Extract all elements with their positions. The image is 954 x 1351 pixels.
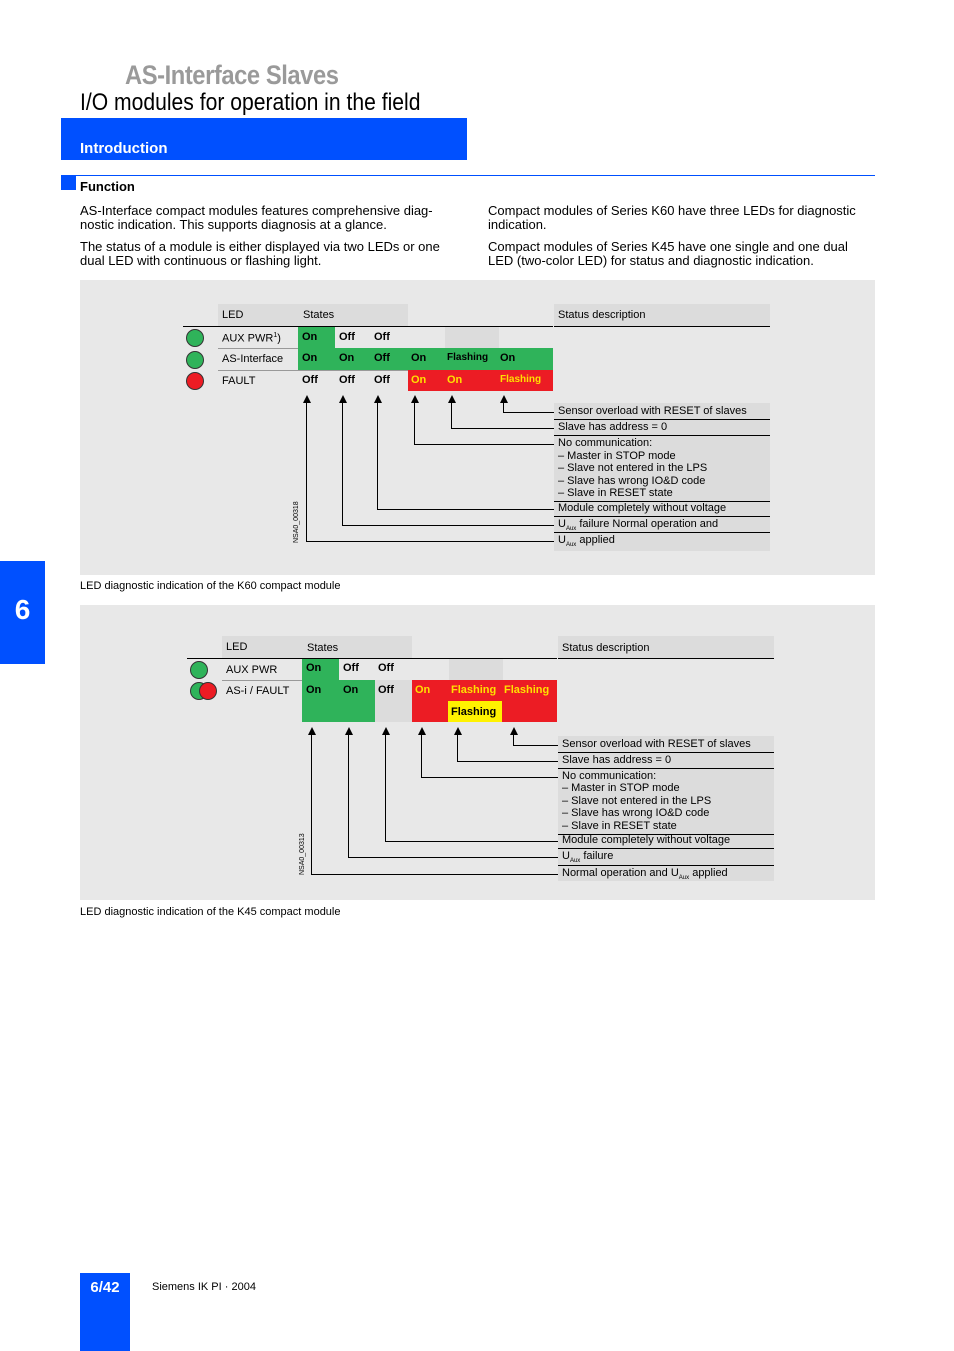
k45-desc-header: Status description bbox=[562, 642, 650, 654]
desc-rule bbox=[558, 752, 774, 753]
status-description: Module completely without voltage bbox=[562, 834, 731, 846]
document-title: AS-Interface Slaves bbox=[125, 60, 339, 90]
state-text: Off bbox=[339, 331, 355, 343]
figure-caption: LED diagnostic indication of the K60 compact module bbox=[80, 580, 341, 592]
page-number: 6/42 bbox=[90, 1279, 120, 1296]
heading-marker bbox=[61, 175, 76, 190]
k45-row-label: AUX PWR bbox=[226, 664, 278, 676]
leader-line bbox=[311, 734, 312, 875]
status-description-item: – Slave has wrong IO&D code bbox=[558, 475, 706, 487]
leader-line bbox=[306, 541, 554, 542]
state-text: On bbox=[415, 684, 431, 696]
leader-line bbox=[414, 402, 415, 445]
desc-rule bbox=[558, 865, 774, 866]
k45-desc-rule bbox=[558, 658, 774, 659]
leader-line bbox=[311, 874, 558, 875]
state-text: On bbox=[343, 684, 359, 696]
status-description-item: – Slave has wrong IO&D code bbox=[562, 807, 710, 819]
section-title: Introduction bbox=[80, 140, 168, 157]
leader-line bbox=[503, 412, 554, 413]
status-description: Module completely without voltage bbox=[558, 502, 727, 514]
leader-line bbox=[377, 402, 378, 510]
leader-line bbox=[451, 402, 452, 429]
arrow-up-icon bbox=[303, 395, 311, 403]
k60-desc-header: Status description bbox=[558, 309, 646, 321]
leader-line bbox=[306, 402, 307, 542]
state-text: Off bbox=[339, 374, 355, 386]
function-paragraph: Compact modules of Series K60 have three LEDs for diagnostic indication. bbox=[488, 203, 856, 232]
leader-line bbox=[348, 734, 349, 858]
state-text: On bbox=[306, 662, 322, 674]
state-text: Off bbox=[378, 662, 394, 674]
status-description: Sensor overload with RESET of slaves bbox=[562, 738, 751, 750]
leader-line bbox=[342, 402, 343, 526]
state-text: Off bbox=[378, 684, 394, 696]
leader-line bbox=[342, 525, 554, 526]
arrow-up-icon bbox=[500, 395, 508, 403]
desc-rule bbox=[558, 848, 774, 849]
status-description-item: – Slave not entered in the LPS bbox=[558, 462, 708, 474]
status-description: $U_{Aux}$ applied bbox=[558, 534, 615, 549]
chapter-number: 6 bbox=[14, 594, 31, 625]
state-text: On bbox=[500, 352, 516, 364]
state-text: On bbox=[306, 684, 322, 696]
k60-row-label: FAULT bbox=[222, 375, 256, 387]
status-description: $U_{Aux}$ failure Normal operation and bbox=[558, 518, 719, 533]
desc-rule bbox=[558, 768, 774, 769]
leader-line bbox=[451, 428, 554, 429]
leader-line bbox=[377, 509, 554, 510]
leader-line bbox=[513, 745, 558, 746]
status-description: Sensor overload with RESET of slaves bbox=[558, 405, 747, 417]
k45-states-header: States bbox=[307, 642, 339, 654]
leader-line bbox=[421, 777, 558, 778]
arrow-up-icon bbox=[418, 727, 426, 735]
leader-line bbox=[457, 761, 558, 762]
green-led-icon bbox=[186, 329, 204, 347]
state-text: On bbox=[411, 374, 427, 386]
status-description-item: – Slave not entered in the LPS bbox=[562, 795, 712, 807]
arrow-up-icon bbox=[382, 727, 390, 735]
state-text: On bbox=[447, 374, 463, 386]
state-text: On bbox=[339, 352, 355, 364]
state-text: Flashing bbox=[451, 684, 497, 696]
k45-led-header: LED bbox=[226, 641, 248, 653]
state-text: Flashing bbox=[451, 706, 497, 718]
arrow-up-icon bbox=[454, 727, 462, 735]
status-description: Normal operation and $U_{Aux}$ applied bbox=[562, 867, 728, 882]
arrow-up-icon bbox=[308, 727, 316, 735]
desc-rule bbox=[554, 435, 770, 436]
figure-code: NSA0_00313 bbox=[299, 833, 306, 875]
green-led-icon bbox=[186, 351, 204, 369]
function-paragraph: The status of a module is either displayed via two LEDs or one dual LED with continuous or flashing light. bbox=[80, 239, 440, 268]
arrow-up-icon bbox=[339, 395, 347, 403]
document-subtitle: I/O modules for operation in the field bbox=[80, 89, 421, 116]
leader-line bbox=[385, 841, 558, 842]
function-paragraph: AS-Interface compact modules features comprehensive diag- nostic indication. This supports diagnosis at a glance. bbox=[80, 203, 433, 232]
leader-line bbox=[414, 444, 554, 445]
arrow-up-icon bbox=[374, 395, 382, 403]
k60-row-label: AS-Interface bbox=[222, 353, 284, 365]
state-text: Off bbox=[343, 662, 359, 674]
status-description: No communication: bbox=[562, 770, 657, 782]
state-text: Flashing bbox=[504, 684, 550, 696]
dual-led-icon bbox=[199, 682, 217, 700]
leader-line bbox=[385, 734, 386, 842]
state-text: Flashing bbox=[447, 352, 489, 363]
state-text: Off bbox=[302, 374, 318, 386]
status-description-item: – Slave in RESET state bbox=[562, 820, 677, 832]
state-text: Off bbox=[374, 331, 390, 343]
status-description-item: – Slave in RESET state bbox=[558, 487, 673, 499]
status-description: $U_{Aux}$ failure bbox=[562, 850, 614, 865]
arrow-up-icon bbox=[411, 395, 419, 403]
status-description: Slave has address = 0 bbox=[562, 754, 672, 766]
k60-desc-rule bbox=[554, 326, 770, 327]
arrow-up-icon bbox=[345, 727, 353, 735]
status-description-item: – Master in STOP mode bbox=[558, 450, 676, 462]
function-heading: Function bbox=[80, 179, 135, 194]
status-description: No communication: bbox=[558, 437, 653, 449]
figure-caption: LED diagnostic indication of the K45 compact module bbox=[80, 906, 341, 918]
function-paragraph: Compact modules of Series K45 have one single and one dual LED (two-color LED) for status and diagnostic indication. bbox=[488, 239, 848, 268]
k45-row-label: AS-i / FAULT bbox=[226, 685, 290, 697]
status-description-item: – Master in STOP mode bbox=[562, 782, 680, 794]
section-rule bbox=[61, 175, 875, 176]
state-cell bbox=[449, 659, 503, 680]
desc-rule bbox=[554, 532, 770, 533]
figure-code: NSA0_00318 bbox=[293, 501, 300, 543]
arrow-up-icon bbox=[510, 727, 518, 735]
state-text: On bbox=[411, 352, 427, 364]
green-led-icon bbox=[190, 661, 208, 679]
state-text: Flashing bbox=[500, 374, 542, 385]
publisher-line: Siemens IK PI · 2004 bbox=[152, 1281, 256, 1293]
state-text: Off bbox=[374, 352, 390, 364]
leader-line bbox=[421, 734, 422, 778]
desc-rule bbox=[554, 419, 770, 420]
arrow-up-icon bbox=[448, 395, 456, 403]
state-text: On bbox=[302, 331, 318, 343]
k60-states-header: States bbox=[303, 309, 335, 321]
leader-line bbox=[457, 734, 458, 762]
k60-led-header: LED bbox=[222, 309, 244, 321]
state-cell bbox=[445, 327, 499, 348]
k60-row-label: AUX PWR$^1$) bbox=[222, 332, 281, 345]
state-text: On bbox=[302, 352, 318, 364]
desc-rule bbox=[554, 516, 770, 517]
red-led-icon bbox=[186, 372, 204, 390]
status-description: Slave has address = 0 bbox=[558, 421, 668, 433]
leader-line bbox=[348, 857, 558, 858]
state-text: Off bbox=[374, 374, 390, 386]
